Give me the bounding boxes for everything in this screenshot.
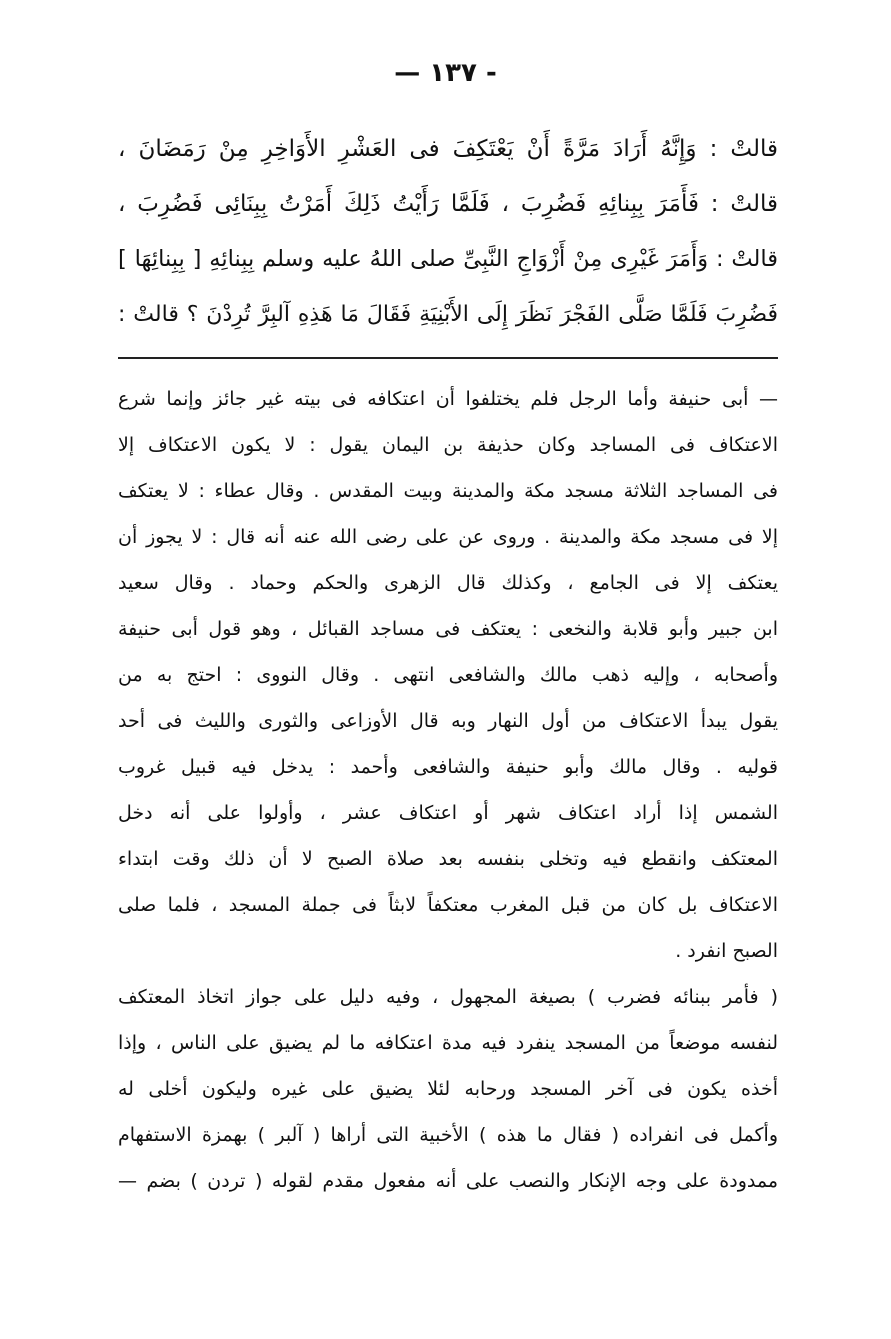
commentary-line: ( فأمر ببنائه فضرب ) بصيغة المجهول ، وفيه دليل على جواز اتخاذ المعتكف bbox=[118, 986, 778, 1008]
hadith-text bbox=[118, 122, 778, 342]
commentary-line: الاعتكاف فى المساجد وكان حذيفة بن اليمان يقول : لا يكون الاعتكاف إلا bbox=[118, 434, 778, 456]
commentary-line: — أبى حنيفة وأما الرجل فلم يختلفوا أن اعتكافه فى بيته غير جائز وإنما شرع bbox=[118, 388, 778, 410]
commentary-text bbox=[118, 376, 778, 1204]
commentary-line: الصبح انفرد . bbox=[675, 940, 778, 962]
page-number: - ١٣٧ — bbox=[394, 58, 497, 88]
commentary-line: إلا فى مسجد مكة والمدينة . وروى عن على رضى الله عنه أنه قال : لا يجوز أن bbox=[118, 526, 778, 548]
commentary-line: فى المساجد الثلاثة مسجد مكة والمدينة وبيت المقدس . وقال عطاء : لا يعتكف bbox=[118, 480, 778, 502]
hadith-line: فَضُرِبَ فَلَمَّا صَلَّى الفَجْرَ نَظَرَ إِلَى الأَبْنِيَةِ فَقَالَ مَا هَذِهِ آلبِرَّ تُرِدْنَ ؟ قالتْ : bbox=[118, 302, 778, 327]
commentary-line: وأصحابه ، وإليه ذهب مالك والشافعى انتهى . وقال النووى : احتج به من bbox=[118, 664, 778, 686]
commentary-line: الاعتكاف بل كان من قبل المغرب معتكفاً لابثاً فى جملة المسجد ، فلما صلى bbox=[118, 894, 778, 916]
commentary-line: قوليه . وقال مالك وأبو حنيفة والشافعى وأحمد : يدخل فيه قبيل غروب bbox=[118, 756, 778, 778]
commentary-line: المعتكف وانقطع فيه وتخلى بنفسه بعد صلاة الصبح لا أن ذلك وقت ابتداء bbox=[118, 848, 778, 870]
commentary-line: لنفسه موضعاً من المسجد ينفرد فيه مدة اعتكافه ما لم يضيق على الناس ، وإذا bbox=[118, 1032, 778, 1054]
commentary-line: وأكمل فى انفراده ( فقال ما هذه ) الأخبية التى أراها ( آلبر ) بهمزة الاستفهام bbox=[118, 1124, 778, 1146]
commentary-line: يعتكف إلا فى الجامع ، وكذلك قال الزهرى والحكم وحماد . وقال سعيد bbox=[118, 572, 778, 594]
hadith-line: قالتْ : فَأَمَرَ بِبِنائِهِ فَضُرِبَ ، فَلَمَّا رَأَيْتُ ذَلِكَ أَمَرْتُ بِبِنَائِى فَضُرِبَ ، bbox=[118, 191, 778, 217]
hadith-line: قالتْ : وَإِنَّهُ أَرَادَ مَرَّةً أَنْ يَعْتَكِفَ فى العَشْرِ الأَوَاخِرِ مِنْ رَمَضَانَ ، bbox=[118, 136, 778, 162]
commentary-line: الشمس إذا أراد اعتكاف شهر أو اعتكاف عشر ، وأولوا على أنه دخل bbox=[118, 802, 778, 824]
hadith-line: قالتْ : وَأَمَرَ غَيْرِى مِنْ أَزْوَاجِ النَّبِىِّ صلى اللهُ عليه وسلم بِبِنائِهِ [ بِبِنائِهَا ] bbox=[118, 246, 778, 272]
commentary-line: أخذه يكون فى آخر المسجد ورحابه لئلا يضيق على غيره وليكون أخلى له bbox=[118, 1078, 778, 1100]
commentary-line: يقول يبدأ الاعتكاف من أول النهار وبه قال الأوزاعى والثورى والليث فى أحد bbox=[118, 710, 778, 732]
footnote-divider bbox=[118, 357, 778, 359]
commentary-line: ممدودة على وجه الإنكار والنصب على أنه مفعول مقدم لقوله ( تردن ) بضم — bbox=[118, 1170, 778, 1192]
commentary-line: ابن جبير وأبو قلابة والنخعى : يعتكف فى مساجد القبائل ، وهو قول أبى حنيفة bbox=[118, 618, 778, 640]
